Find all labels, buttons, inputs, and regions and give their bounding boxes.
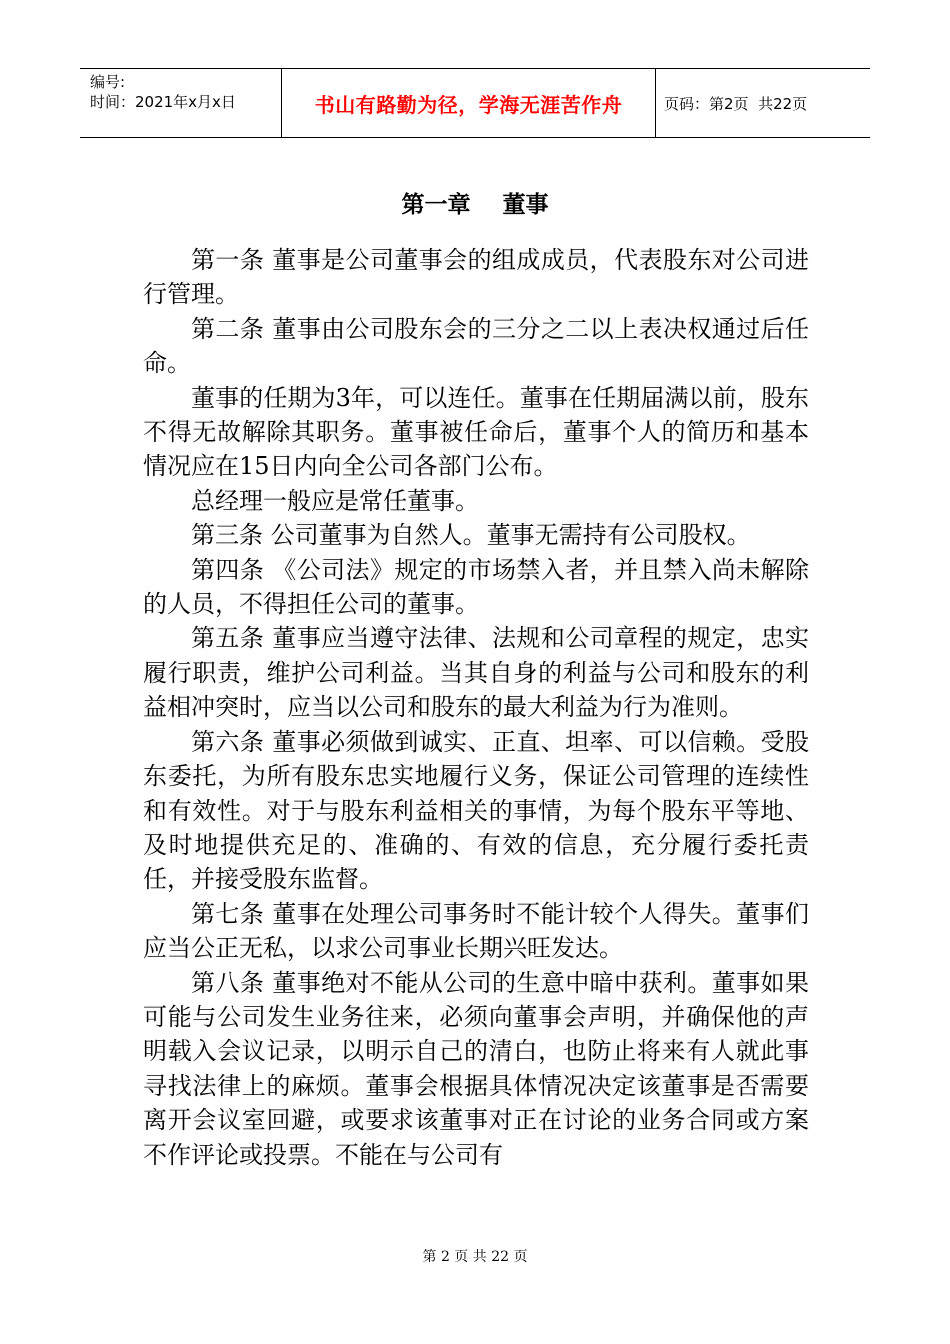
header-table [80,68,870,138]
header-page-info: 页码：第2页 共22页 [664,94,808,113]
document-number-label: 编号: [90,73,126,91]
article-7-paragraph: 第七条 董事在处理公司事务时不能计较个人得失。董事们应当公正无私，以求公司事业长期兴旺发达。 [143,899,809,963]
header-meta [80,69,282,137]
article-3-paragraph: 第三条 公司董事为自然人。董事无需持有公司股权。 [191,521,751,550]
general-manager-paragraph: 总经理一般应是常任董事。 [191,486,479,515]
document-body [143,243,809,1172]
article-4-paragraph: 第四条 《公司法》规定的市场禁入者，并且禁入尚未解除的人员，不得担任公司的董事。 [143,555,809,619]
article-2-paragraph: 第二条 董事由公司股东会的三分之二以上表决权通过后任命。 [143,314,809,378]
article-5-paragraph: 第五条 董事应当遵守法律、法规和公司章程的规定，忠实履行职责，维护公司利益。当其自身的利益与公司和股东的利益相冲突时，应当以公司和股东的最大利益为行为准则。 [143,624,809,722]
article-8-paragraph: 第八条 董事绝对不能从公司的生意中暗中获利。董事如果可能与公司发生业务往来，必须向董事会声明，并确保他的声明载入会议记录，以明示自己的清白，也防止将来有人就此事寻找法律上的麻烦。董事会根据具体情况决定该董事是否需要离开会议室回避，或要求该董事对正在讨论的业务合同或方案不作评论或投票。不能在与公司有 [143,968,809,1169]
chapter-title: 第一章 董事 [401,192,549,218]
article-1-paragraph: 第一条 董事是公司董事会的组成成员，代表股东对公司进行管理。 [143,246,809,309]
page-footer: 第 2 页 共 22 页 [422,1249,528,1265]
document-date: 时间：2021年x月x日 [90,93,236,111]
director-term-paragraph: 董事的任期为3年，可以连任。董事在任期届满以前，股东不得无故解除其职务。董事被任命后，董事个人的简历和基本情况应在15日内向全公司各部门公布。 [143,383,809,481]
header-motto: 书山有路勤为径，学海无涯苦作舟 [282,69,656,137]
article-6-paragraph: 第六条 董事必须做到诚实、正直、坦率、可以信赖。受股东委托，为所有股东忠实地履行义务，保证公司管理的连续性和有效性。对于与股东利益相关的事情，为每个股东平等地、及时地提供充足的、准确的、有效的信息，充分履行委托责任，并接受股东监督。 [143,727,809,894]
